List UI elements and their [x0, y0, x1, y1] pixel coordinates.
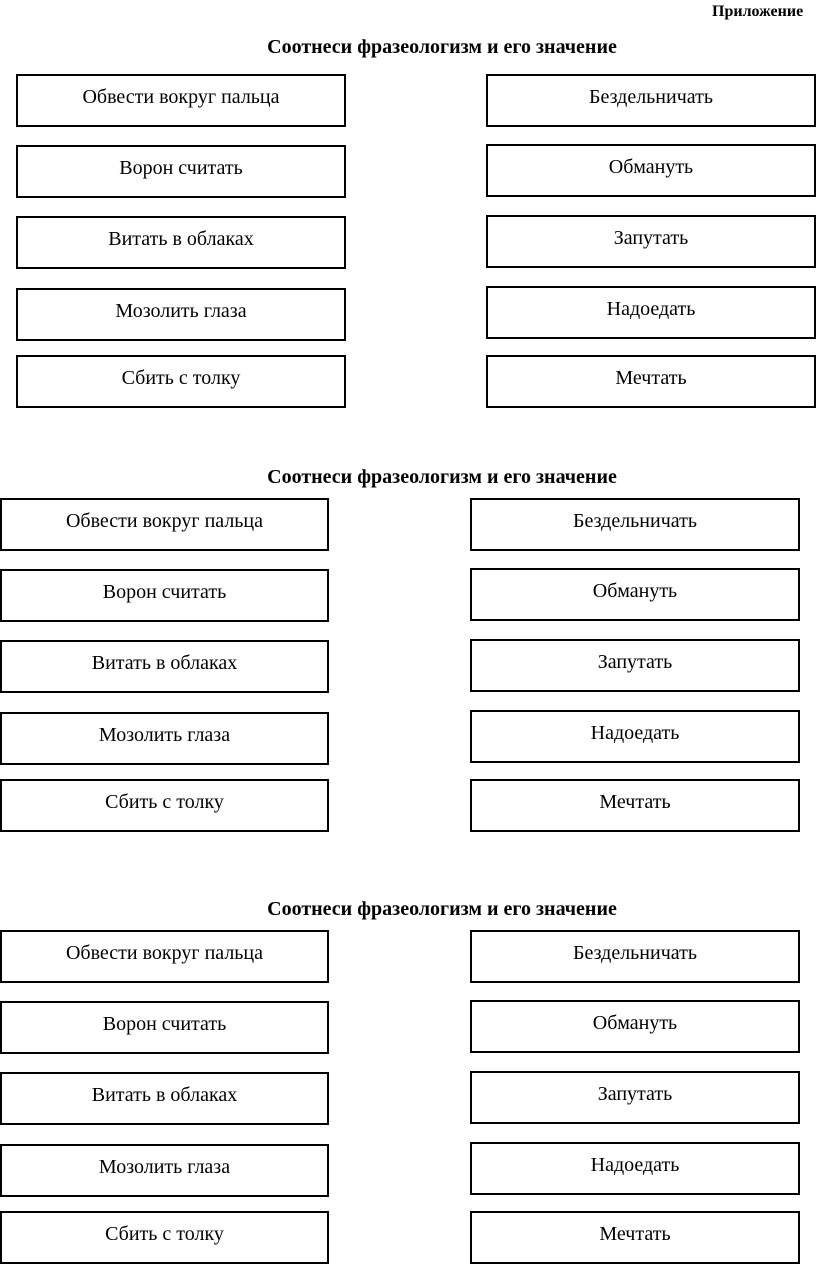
phrase-card: Сбить с толку: [0, 779, 329, 832]
meaning-card: Мечтать: [486, 355, 816, 408]
phrase-card: Сбить с толку: [0, 1211, 329, 1264]
phrase-card: Ворон считать: [16, 145, 346, 198]
meaning-card: Обмануть: [470, 1000, 800, 1053]
meaning-card: Запутать: [470, 1071, 800, 1124]
meaning-card: Запутать: [470, 639, 800, 692]
meaning-card: Обмануть: [486, 144, 816, 197]
phrase-card: Мозолить глаза: [16, 288, 346, 341]
exercise-title: Соотнеси фразеологизм и его значение: [267, 466, 617, 488]
exercise-title: Соотнеси фразеологизм и его значение: [267, 898, 617, 920]
phrase-card: Витать в облаках: [0, 640, 329, 693]
phrase-card: Обвести вокруг пальца: [0, 498, 329, 551]
phrase-card: Обвести вокруг пальца: [0, 930, 329, 983]
meaning-card: Надоедать: [486, 286, 816, 339]
appendix-label: Приложение: [712, 3, 804, 20]
phrase-card: Обвести вокруг пальца: [16, 74, 346, 127]
meaning-card: Надоедать: [470, 710, 800, 763]
phrase-card: Ворон считать: [0, 569, 329, 622]
meaning-card: Мечтать: [470, 779, 800, 832]
phrase-card: Витать в облаках: [0, 1072, 329, 1125]
phrase-card: Мозолить глаза: [0, 712, 329, 765]
phrase-card: Сбить с толку: [16, 355, 346, 408]
exercise-title: Соотнеси фразеологизм и его значение: [267, 36, 617, 58]
meaning-card: Запутать: [486, 215, 816, 268]
meaning-card: Обмануть: [470, 568, 800, 621]
phrase-card: Мозолить глаза: [0, 1144, 329, 1197]
meaning-card: Надоедать: [470, 1142, 800, 1195]
phrase-card: Ворон считать: [0, 1001, 329, 1054]
meaning-card: Бездельничать: [486, 74, 816, 127]
meaning-card: Бездельничать: [470, 930, 800, 983]
phrase-card: Витать в облаках: [16, 216, 346, 269]
meaning-card: Бездельничать: [470, 498, 800, 551]
meaning-card: Мечтать: [470, 1211, 800, 1264]
